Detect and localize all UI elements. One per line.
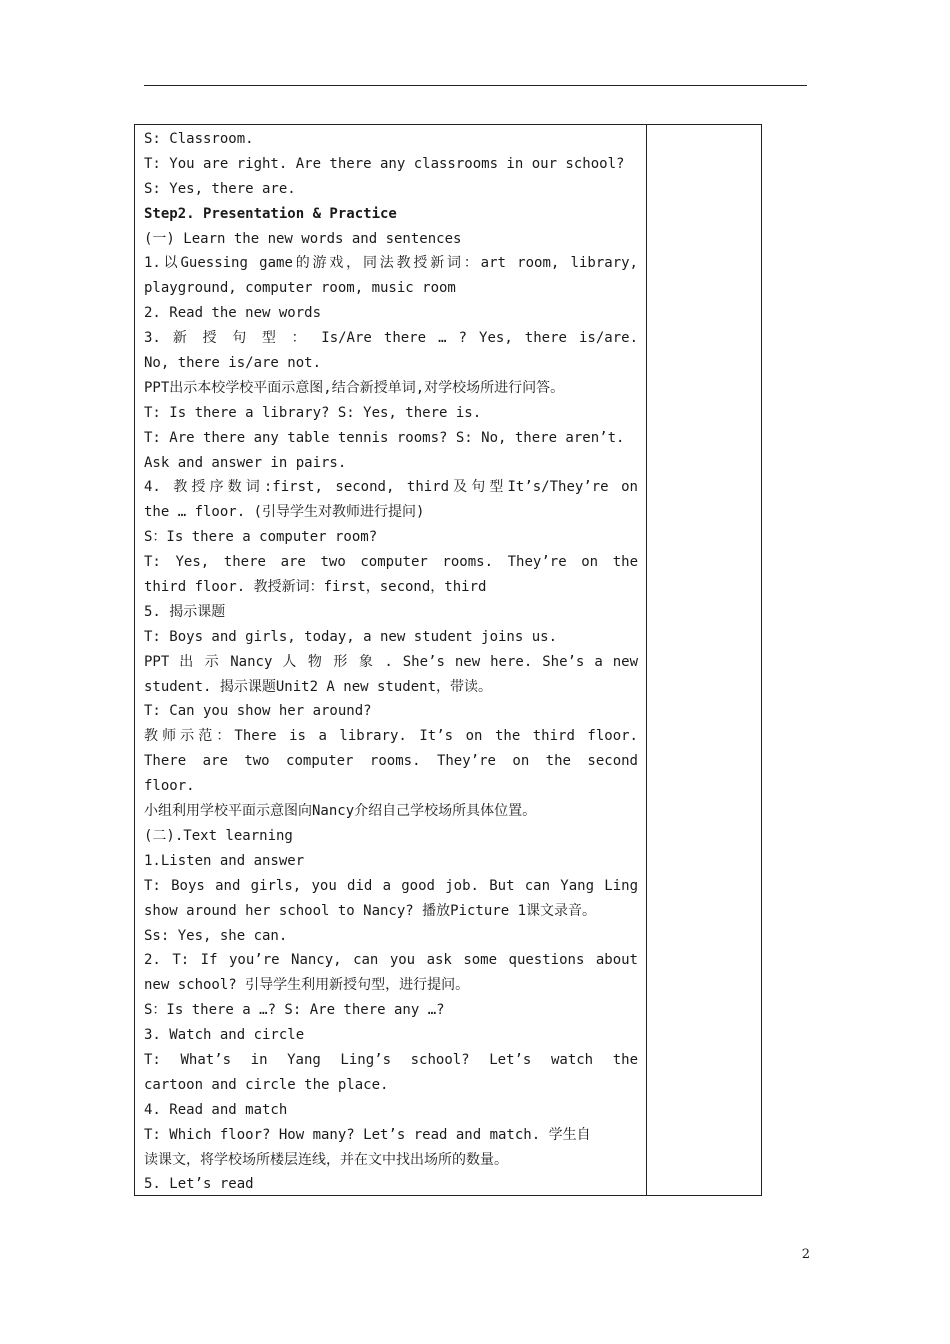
text-line: Ss: Yes, she can.: [144, 927, 288, 944]
text-line: S: Classroom.: [144, 131, 254, 147]
text-line: (二).Text learning: [144, 827, 293, 844]
text-line: 1.以Guessing game的游戏，同法教授新词：art room, library,: [144, 255, 638, 272]
text-line: floor.: [144, 778, 195, 795]
text-line: 2. T: If you’re Nancy, can you ask some questions about: [144, 952, 638, 969]
text-line: T: Yes, there are two computer rooms. They’re on the: [144, 554, 638, 571]
lesson-table: [134, 124, 762, 1196]
text-line: PPT 出 示 Nancy 人 物 形 象 . She’s new here. She’s a new: [144, 653, 638, 670]
text-line: T: Boys and girls, today, a new student joins us.: [144, 628, 558, 645]
text-line: show around her school to Nancy? 播放Picture 1课文录音。: [144, 902, 597, 919]
text-line: 4. 教授序数词:first, second, third及句型It’s/They’re on: [144, 479, 638, 496]
text-line: 小组利用学校平面示意图向Nancy介绍自己学校场所具体位置。: [144, 803, 537, 820]
text-line: S：Is there a computer room?: [144, 529, 378, 546]
text-line: cartoon and circle the place.: [144, 1076, 389, 1093]
text-line: T: Can you show her around?: [144, 703, 372, 720]
text-line: 5. Let’s read: [144, 1176, 254, 1193]
text-line: 3. 新 授 句 型 ： Is/Are there … ? Yes, there is/are.: [144, 330, 638, 347]
text-line: PPT出示本校学校平面示意图,结合新授单词,对学校场所进行问答。: [144, 379, 565, 396]
text-line: 3. Watch and circle: [144, 1027, 305, 1044]
header-rule: [144, 85, 807, 86]
text-line: 读课文，将学校场所楼层连线，并在文中找出场所的数量。: [144, 1151, 508, 1168]
text-line: the … floor. (引导学生对教师进行提问): [144, 504, 425, 521]
text-line: T: Is there a library? S: Yes, there is.: [144, 404, 482, 421]
text-line: S: Yes, there are.: [144, 180, 296, 197]
text-line: T: Are there any table tennis rooms? S: No, there aren’t.: [144, 429, 625, 446]
text-line: third floor. 教授新词：first，second，third: [144, 579, 487, 596]
text-line: No, there is/are not.: [144, 355, 322, 372]
text-line: 2. Read the new words: [144, 305, 322, 322]
text-line: T: Boys and girls, you did a good job. But can Yang Ling: [144, 877, 638, 894]
text-line: 1.Listen and answer: [144, 852, 305, 869]
text-line: 4. Read and match: [144, 1101, 288, 1118]
text-line: playground, computer room, music room: [144, 280, 456, 297]
text-line: new school? 引导学生利用新授句型，进行提问。: [144, 977, 470, 994]
text-line: S：Is there a …? S: Are there any …?: [144, 1002, 445, 1019]
text-line: 教师示范：There is a library. It’s on the third floor.: [144, 728, 638, 745]
text-line: 5. 揭示课题: [144, 603, 226, 620]
text-line: There are two computer rooms. They’re on the second: [144, 753, 638, 770]
text-line: T: Which floor? How many? Let’s read and match. 学生自: [144, 1126, 591, 1143]
page-number: 2: [801, 1247, 810, 1262]
notes-cell: [647, 125, 761, 1195]
lesson-content-cell: [135, 125, 647, 1195]
text-line: (一) Learn the new words and sentences: [144, 230, 462, 247]
text-line: T: What’s in Yang Ling’s school? Let’s watch the: [144, 1051, 638, 1068]
step-heading: Step2. Presentation & Practice: [144, 205, 397, 222]
text-line: student. 揭示课题Unit2 A new student，带读。: [144, 678, 493, 695]
text-line: T: You are right. Are there any classrooms in our school?: [144, 155, 625, 172]
text-line: Ask and answer in pairs.: [144, 454, 347, 471]
